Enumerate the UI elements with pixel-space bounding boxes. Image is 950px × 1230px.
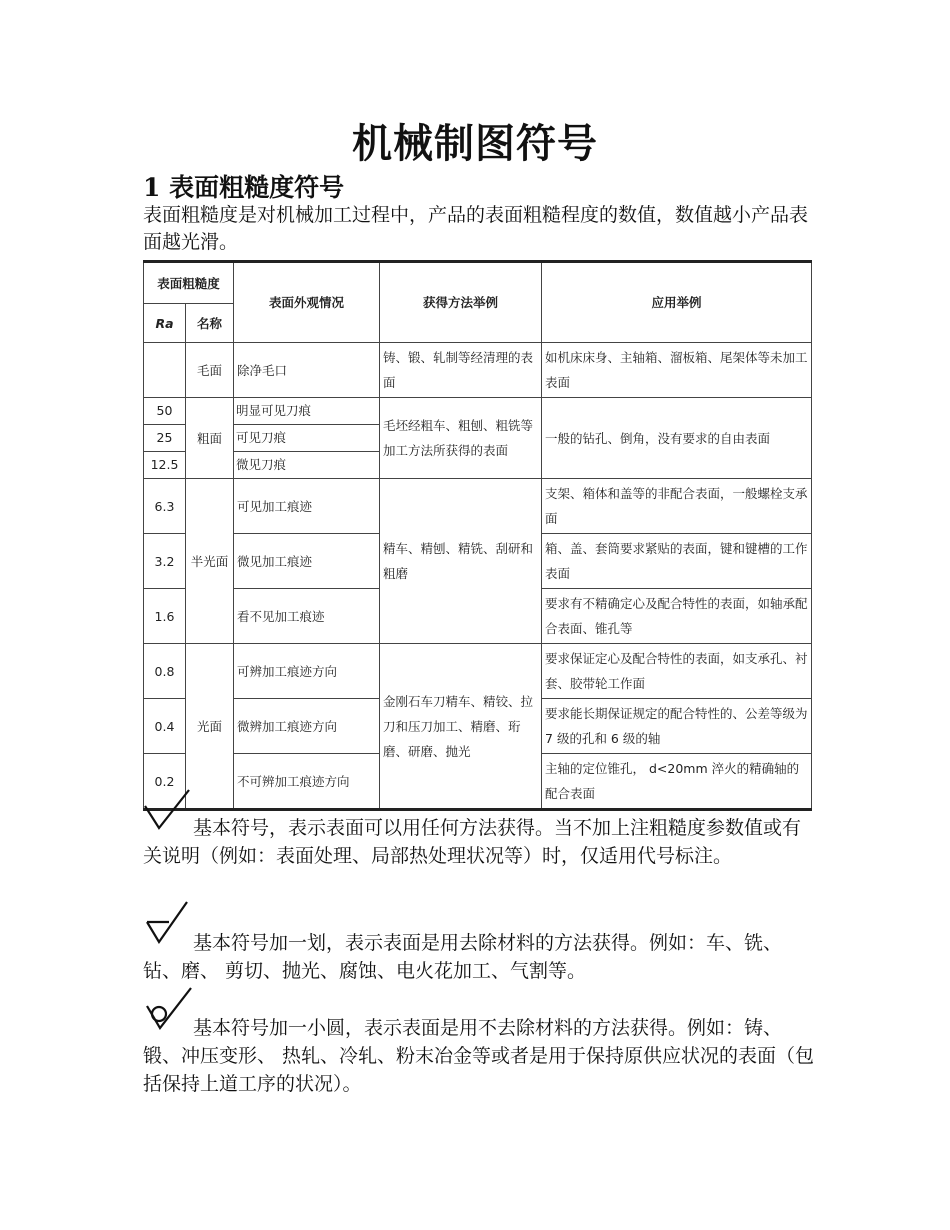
header-appearance: 表面外观情况 — [234, 262, 380, 343]
header-method: 获得方法举例 — [380, 262, 542, 343]
header-name: 名称 — [186, 304, 234, 343]
symbol-text: 基本符号加一划，表示表面是用去除材料的方法获得。例如：车、铣、钻、磨、 剪切、抛光、腐蚀、电火花加工、气割等。 — [143, 932, 783, 982]
ra-cell: 0.2 — [144, 754, 186, 810]
appearance-value: 微见刀痕 — [234, 451, 379, 478]
ra-cell: 3.2 — [144, 534, 186, 589]
ra-value: 12.5 — [144, 451, 185, 478]
table-row — [144, 398, 812, 479]
name-cell: 毛面 — [186, 343, 234, 398]
intro-paragraph: 表面粗糙度是对机械加工过程中，产品的表面粗糙程度的数值，数值越小产品表面越光滑。 — [143, 204, 809, 253]
method-cell: 毛坯经粗车、粗刨、粗铣等加工方法所获得的表面 — [380, 398, 542, 479]
name-cell: 光面 — [186, 644, 234, 810]
ra-value: 50 — [156, 403, 173, 418]
application-cell: 支架、箱体和盖等的非配合表面，一般螺栓支承面 — [542, 479, 812, 534]
application-cell: 要求能长期保证规定的配合特性的、公差等级为 7 级的孔和 6 级的轴 — [542, 699, 812, 754]
ra-cell: 0.8 — [144, 644, 186, 699]
ra-cell: 6.3 — [144, 479, 186, 534]
appearance-cell: 微辨加工痕迹方向 — [234, 699, 380, 754]
application-cell: 要求保证定心及配合特性的表面，如支承孔、衬套、胶带轮工作面 — [542, 644, 812, 699]
appearance-cell — [234, 398, 380, 479]
ra-cell — [144, 343, 186, 398]
ra-cell — [144, 398, 186, 479]
table-row — [144, 479, 812, 534]
application-cell: 箱、盖、套筒要求紧贴的表面，键和键槽的工作表面 — [542, 534, 812, 589]
header-ra: Ra — [144, 304, 186, 343]
symbol-description — [143, 929, 815, 985]
page-title: 机械制图符号 — [352, 120, 598, 167]
table-row — [144, 644, 812, 699]
appearance-cell: 不可辨加工痕迹方向 — [234, 754, 380, 810]
symbol-description — [143, 814, 815, 870]
symbol-text: 基本符号加一小圆，表示表面是用不去除材料的方法获得。例如：铸、锻、冲压变形、 热轧、冷轧、粉末冶金等或者是用于保持原供应状况的表面（包括保持上道工序的状况）。 — [143, 1017, 815, 1095]
ra-value: 25 — [144, 424, 185, 451]
method-cell: 铸、锻、轧制等经清理的表面 — [380, 343, 542, 398]
roughness-table — [143, 260, 812, 811]
symbol-description — [143, 1014, 815, 1098]
appearance-cell: 可辨加工痕迹方向 — [234, 644, 380, 699]
method-cell: 金刚石车刀精车、精铰、拉刀和压刀加工、精磨、珩磨、研磨、抛光 — [380, 644, 542, 810]
ra-cell: 1.6 — [144, 589, 186, 644]
header-roughness-group: 表面粗糙度 — [144, 262, 234, 304]
application-cell: 主轴的定位锥孔， d<20mm 淬火的精确轴的配合表面 — [542, 754, 812, 810]
symbol-text: 基本符号，表示表面可以用任何方法获得。当不加上注粗糙度参数值或有关说明（例如：表面处理、局部热处理状况等）时，仅适用代号标注。 — [143, 817, 802, 867]
application-cell: 要求有不精确定心及配合特性的表面，如轴承配合表面、锥孔等 — [542, 589, 812, 644]
appearance-cell: 可见加工痕迹 — [234, 479, 380, 534]
roughness-table-wrapper — [143, 260, 811, 811]
appearance-value: 可见刀痕 — [234, 424, 379, 451]
appearance-cell: 微见加工痕迹 — [234, 534, 380, 589]
application-cell: 一般的钻孔、倒角，没有要求的自由表面 — [542, 398, 812, 479]
section-heading: 1 表面粗糙度符号 — [143, 173, 345, 202]
name-cell: 半光面 — [186, 479, 234, 644]
application-cell: 如机床床身、主轴箱、溜板箱、尾架体等未加工表面 — [542, 343, 812, 398]
appearance-cell: 看不见加工痕迹 — [234, 589, 380, 644]
method-cell: 精车、精刨、精铣、刮研和粗磨 — [380, 479, 542, 644]
appearance-value: 明显可见刀痕 — [236, 403, 312, 418]
ra-cell: 0.4 — [144, 699, 186, 754]
name-cell: 粗面 — [186, 398, 234, 479]
header-application: 应用举例 — [542, 262, 812, 343]
appearance-cell: 除净毛口 — [234, 343, 380, 398]
table-row — [144, 343, 812, 398]
